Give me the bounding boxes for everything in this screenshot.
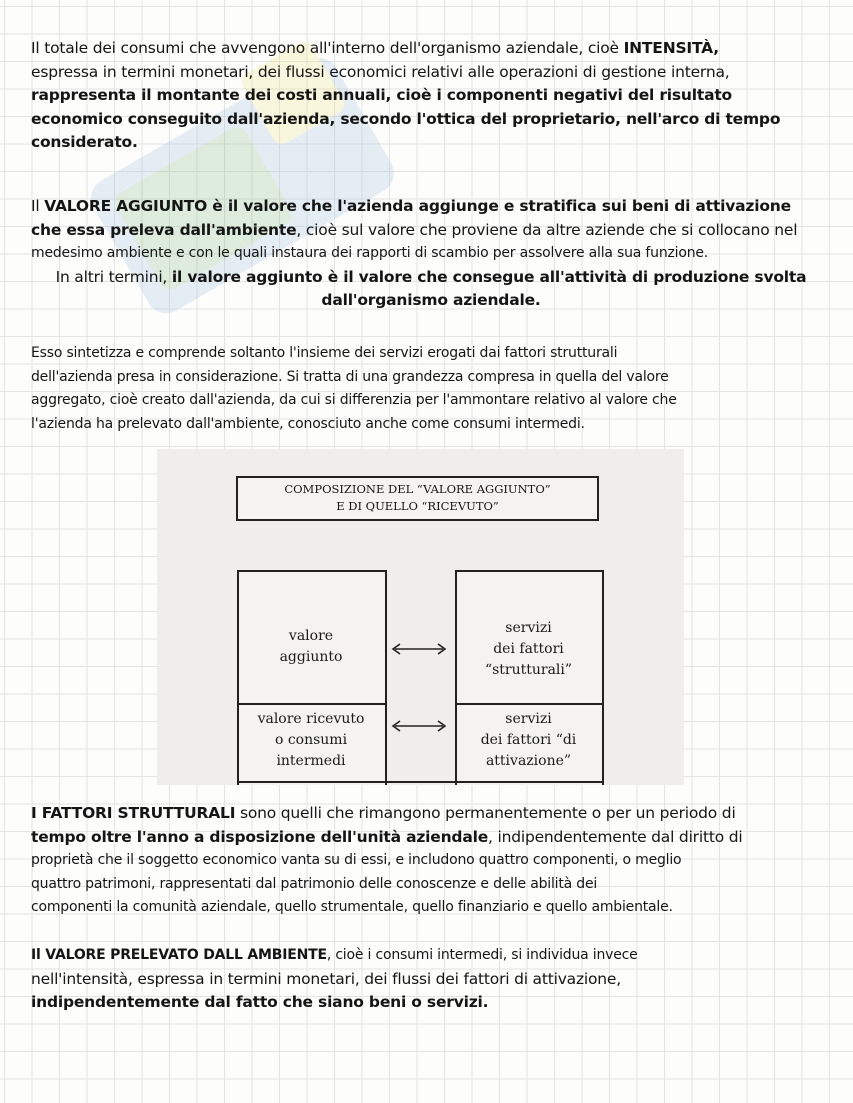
text-line: dell'azienda presa in considerazione. Si tratta di una grandezza compresa in quella del valore [31, 368, 669, 385]
text-line: I FATTORI STRUTTURALI sono quelli che rimangono permanentemente o per un periodo di [31, 804, 736, 822]
diagram-title: COMPOSIZIONE DEL “VALORE AGGIUNTO” E DI QUELLO “RICEVUTO” [236, 476, 599, 521]
text-line: Il VALORE PRELEVATO DALL AMBIENTE, cioè i consumi intermedi, si individua invece [31, 947, 638, 963]
text-line: considerato. [31, 133, 138, 151]
text-line: indipendentemente dal fatto che siano beni o servizi. [31, 993, 489, 1011]
text-line: economico conseguito dall'azienda, secondo l'ottica del proprietario, nell'arco di tempo [31, 109, 781, 128]
text-line: nell'intensità, espressa in termini monetari, dei flussi dei fattori di attivazione, [31, 969, 621, 988]
text-line: che essa preleva dall'ambiente, cioè sul valore che proviene da altre aziende che si collocano nel [31, 220, 798, 239]
paragraph-valore-aggiunto [31, 195, 831, 313]
text-line: l'azienda ha prelevato dall'ambiente, conosciuto anche come consumi intermedi. [31, 415, 585, 432]
text-line: medesimo ambiente e con le quali instaura dei rapporti di scambio per assolvere alla sua funzione. [31, 245, 709, 261]
left-divider [237, 703, 385, 705]
paragraph-fattori-strutturali [31, 802, 831, 920]
double-arrow-icon [389, 720, 449, 732]
text-line: quattro patrimoni, rappresentati dal patrimonio delle conoscenze e delle abilità dei [31, 875, 598, 892]
text-line: componenti la comunità aziendale, quello strumentale, quello finanziario e quello ambientale. [31, 899, 673, 915]
text-line: tempo oltre l'anno a disposizione dell'unità aziendale, indipendentemente dal diritto di [31, 827, 743, 846]
paragraph-esso-sintetizza [31, 342, 831, 436]
text-line: dall'organismo aziendale. [321, 291, 541, 309]
text-line: aggregato, cioè creato dall'azienda, da cui si differenzia per l'ammontare relativo al valore che [31, 392, 677, 408]
text-line: Il VALORE AGGIUNTO è il valore che l'azienda aggiunge e stratifica sui beni di attivazione [31, 197, 791, 215]
text-line: proprietà che il soggetto economico vanta su di essi, e includono quattro componenti, o meglio [31, 852, 682, 868]
paragraph-intensita [31, 37, 831, 155]
cell-valore-aggiunto: valore aggiunto [279, 628, 343, 665]
text-line: Esso sintetizza e comprende soltanto l'insieme dei servizi erogati dai fattori strutturali [31, 345, 618, 361]
cell-valore-ricevuto: valore ricevuto o consumi intermedi [257, 711, 365, 769]
text-line: Il totale dei consumi che avvengono all'interno dell'organismo aziendale, cioè INTENSITÀ, [31, 39, 719, 57]
composition-diagram [157, 449, 684, 785]
right-divider [455, 703, 602, 705]
paragraph-valore-prelevato [31, 944, 831, 1015]
cell-servizi-strutturali: servizi dei fattori “strutturali” [484, 620, 573, 678]
cell-servizi-attivazione: servizi dei fattori “di attivazione” [480, 711, 577, 769]
text-line: espressa in termini monetari, dei flussi economici relativi alle operazioni di gestione interna, [31, 62, 730, 81]
diagram-baseline [237, 781, 602, 783]
text-line: In altri termini, il valore aggiunto è il valore che consegue all'attività di produzione svolta [55, 267, 807, 286]
text-line: rappresenta il montante dei costi annuali, cioè i componenti negativi del risultato [31, 86, 733, 104]
double-arrow-icon [389, 643, 449, 655]
